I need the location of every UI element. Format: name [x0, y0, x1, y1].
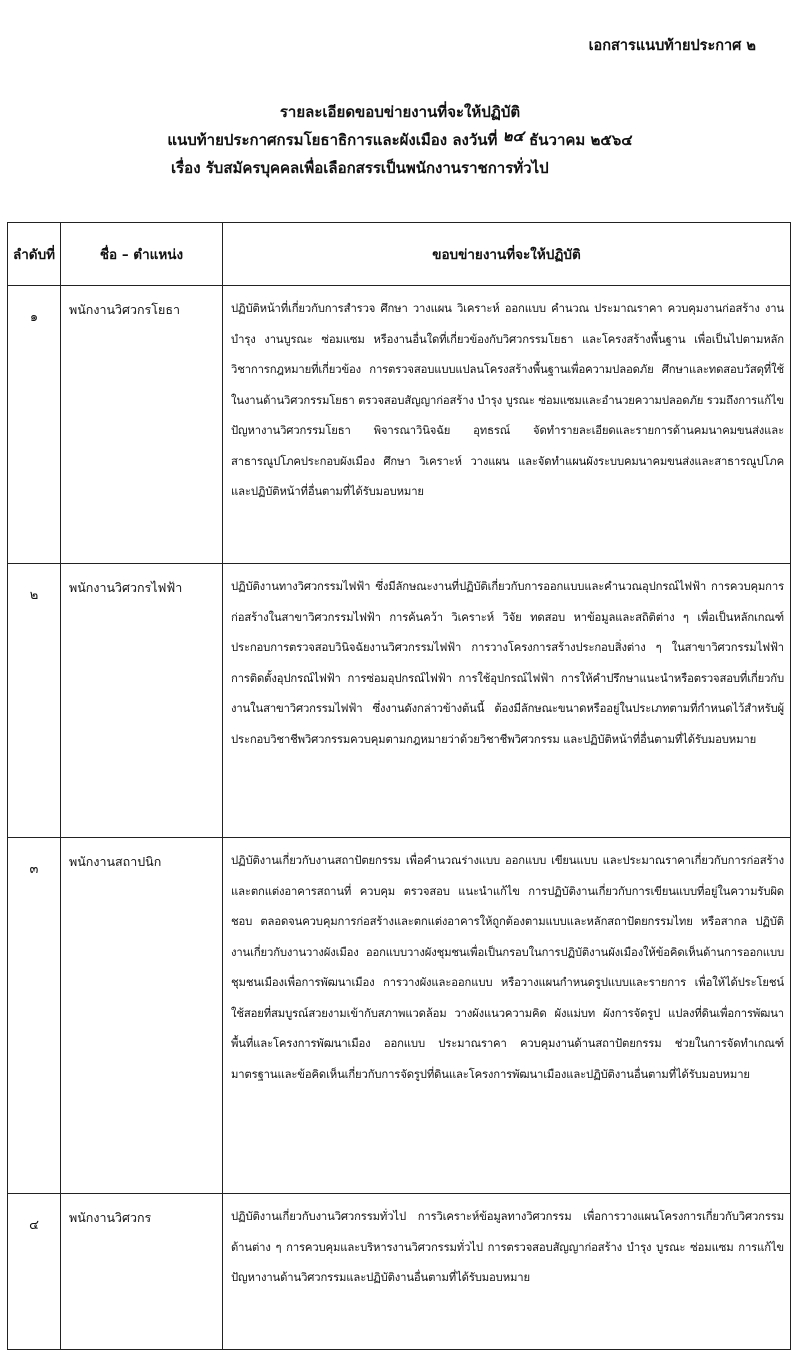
table-row: [8, 838, 791, 1194]
table-row: [8, 1194, 791, 1350]
row-position: พนักงานวิศวกร: [61, 1194, 223, 1350]
row-scope: ปฏิบัติงานเกี่ยวกับงานสถาปัตยกรรม เพื่อคำนวณร่างแบบ ออกแบบ เขียนแบบ และประมาณราคาเกี่ยวกับการก่อสร้างและตกแต่งอาคารสถานที่ ควบคุม ตรวจสอบ แนะนำแก้ไข การปฏิบัติงานเกี่ยวกับการเขียนแบบที่อยู่ในความรับผิดชอบ ตลอดจนควบคุมการก่อสร้างและตกแต่งอาคารให้ถูกต้องตามแบบและหลักสถาปัตยกรรมไทย หรือสากล ปฏิบัติงานเกี่ยวกับงานวางผังเมือง ออกแบบวางผังชุมชนเพื่อเป็นกรอบในการปฏิบัติงานผังเมืองให้ข้อคิดเห็นด้านการออกแบบชุมชนเมืองเพื่อการพัฒนาเมือง การวางผังและออกแบบ หรือวางแผนกำหนดรูปแบบและรายการ เพื่อให้ได้ประโยชน์ใช้สอยที่สมบูรณ์สวยงามเข้ากับสภาพแวดล้อม วางผังแนวความคิด ผังแม่บท ผังการจัดรูป แปลงที่ดินเพื่อการพัฒนาพื้นที่และโครงการพัฒนาเมือง ออกแบบ ประมาณราคา ควบคุมงานด้านสถาปัตยกรรม ช่วยในการจัดทำเกณฑ์มาตรฐานและข้อคิดเห็นเกี่ยวกับการจัดรูปที่ดินและโครงการพัฒนาเมืองและปฏิบัติงานอื่นตามที่ได้รับมอบหมาย: [223, 838, 791, 1194]
heading-line-2: [0, 126, 800, 154]
row-number: ๒: [8, 564, 61, 838]
heading-line-2-prefix: แนบท้ายประกาศกรมโยธาธิการและผังเมือง ลงวันที่: [167, 131, 498, 149]
heading-line-1: รายละเอียดขอบข่ายงานที่จะให้ปฏิบัติ: [279, 103, 521, 121]
heading-line-3: เรื่อง รับสมัครบุคคลเพื่อเลือกสรรเป็นพนักงานราชการทั่วไป: [171, 159, 549, 177]
table-row: [8, 564, 791, 838]
row-scope: ปฏิบัติงานเกี่ยวกับงานวิศวกรรมทั่วไป การวิเคราะห์ข้อมูลทางวิศวกรรม เพื่อการวางแผนโครงการเกี่ยวกับวิศวกรรมด้านต่าง ๆ การควบคุมและบริหารงานวิศวกรรมทั่วไป การตรวจสอบสัญญาก่อสร้าง บำรุง บูรณะ ซ่อมแซม การแก้ไขปัญหางานด้านวิศวกรรมและปฏิบัติงานอื่นตามที่ได้รับมอบหมาย: [223, 1194, 791, 1350]
row-number: ๓: [8, 838, 61, 1194]
scope-table: [7, 222, 791, 1350]
row-scope: ปฏิบัติหน้าที่เกี่ยวกับการสำรวจ ศึกษา วางแผน วิเคราะห์ ออกแบบ คำนวณ ประมาณราคา ควบคุมงานก่อสร้าง งานบำรุง งานบูรณะ ซ่อมแซม หรืองานอื่นใดที่เกี่ยวข้องกับวิศวกรรมโยธา และโครงสร้างพื้นฐาน เพื่อเป็นไปตามหลักวิชาการกฎหมายที่เกี่ยวข้อง การตรวจสอบแบบแปลนโครงสร้างพื้นฐานเพื่อความปลอดภัย ศึกษาและทดสอบวัสดุที่ใช้ในงานด้านวิศวกรรมโยธา ตรวจสอบสัญญาก่อสร้าง บำรุง บูรณะ ซ่อมแซมและอำนวยความปลอดภัย รวมถึงการแก้ไขปัญหางานวิศวกรรมโยธา พิจารณาวินิจฉัย อุทธรณ์ จัดทำรายละเอียดและรายการด้านคมนาคมขนส่งและสาธารณูปโภคประกอบผังเมือง ศึกษา วิเคราะห์ วางแผน และจัดทำแผนผังระบบคมนาคมขนส่งและสาธารณูปโภค และปฏิบัติหน้าที่อื่นตามที่ได้รับมอบหมาย: [223, 286, 791, 564]
table-header-row: [8, 223, 791, 286]
attachment-label: เอกสารแนบท้ายประกาศ ๒: [588, 38, 756, 54]
table-row: [8, 286, 791, 564]
header-scope: ขอบข่ายงานที่จะให้ปฏิบัติ: [223, 223, 791, 286]
row-number: ๔: [8, 1194, 61, 1350]
document-heading: [0, 98, 800, 182]
header-number: ลำดับที่: [8, 223, 61, 286]
handwritten-day: ๒๔: [502, 127, 524, 145]
row-number: ๑: [8, 286, 61, 564]
row-position: พนักงานวิศวกรโยธา: [61, 286, 223, 564]
heading-line-2-suffix: ธันวาคม ๒๕๖๔: [529, 131, 633, 149]
row-position: พนักงานสถาปนิก: [61, 838, 223, 1194]
row-position: พนักงานวิศวกรไฟฟ้า: [61, 564, 223, 838]
header-position: ชื่อ – ตำแหน่ง: [61, 223, 223, 286]
row-scope: ปฏิบัติงานทางวิศวกรรมไฟฟ้า ซึ่งมีลักษณะงานที่ปฏิบัติเกี่ยวกับการออกแบบและคำนวณอุปกรณ์ไฟฟ้า การควบคุมการก่อสร้างในสาขาวิศวกรรมไฟฟ้า การค้นคว้า วิเคราะห์ วิจัย ทดสอบ หาข้อมูลและสถิติต่าง ๆ เพื่อเป็นหลักเกณฑ์ประกอบการตรวจสอบวินิจฉัยงานวิศวกรรมไฟฟ้า การวางโครงการสร้างประกอบสิ่งต่าง ๆ ในสาขาวิศวกรรมไฟฟ้า การติดตั้งอุปกรณ์ไฟฟ้า การซ่อมอุปกรณ์ไฟฟ้า การใช้อุปกรณ์ไฟฟ้า การให้คำปรึกษาแนะนำหรือตรวจสอบที่เกี่ยวกับงานในสาขาวิศวกรรมไฟฟ้า ซึ่งงานดังกล่าวข้างต้นนี้ ต้องมีลักษณะขนาดหรืออยู่ในประเภทตามที่กำหนดไว้สำหรับผู้ประกอบวิชาชีพวิศวกรรมควบคุมตามกฎหมายว่าด้วยวิชาชีพวิศวกรรม และปฏิบัติหน้าที่อื่นตามที่ได้รับมอบหมาย: [223, 564, 791, 838]
